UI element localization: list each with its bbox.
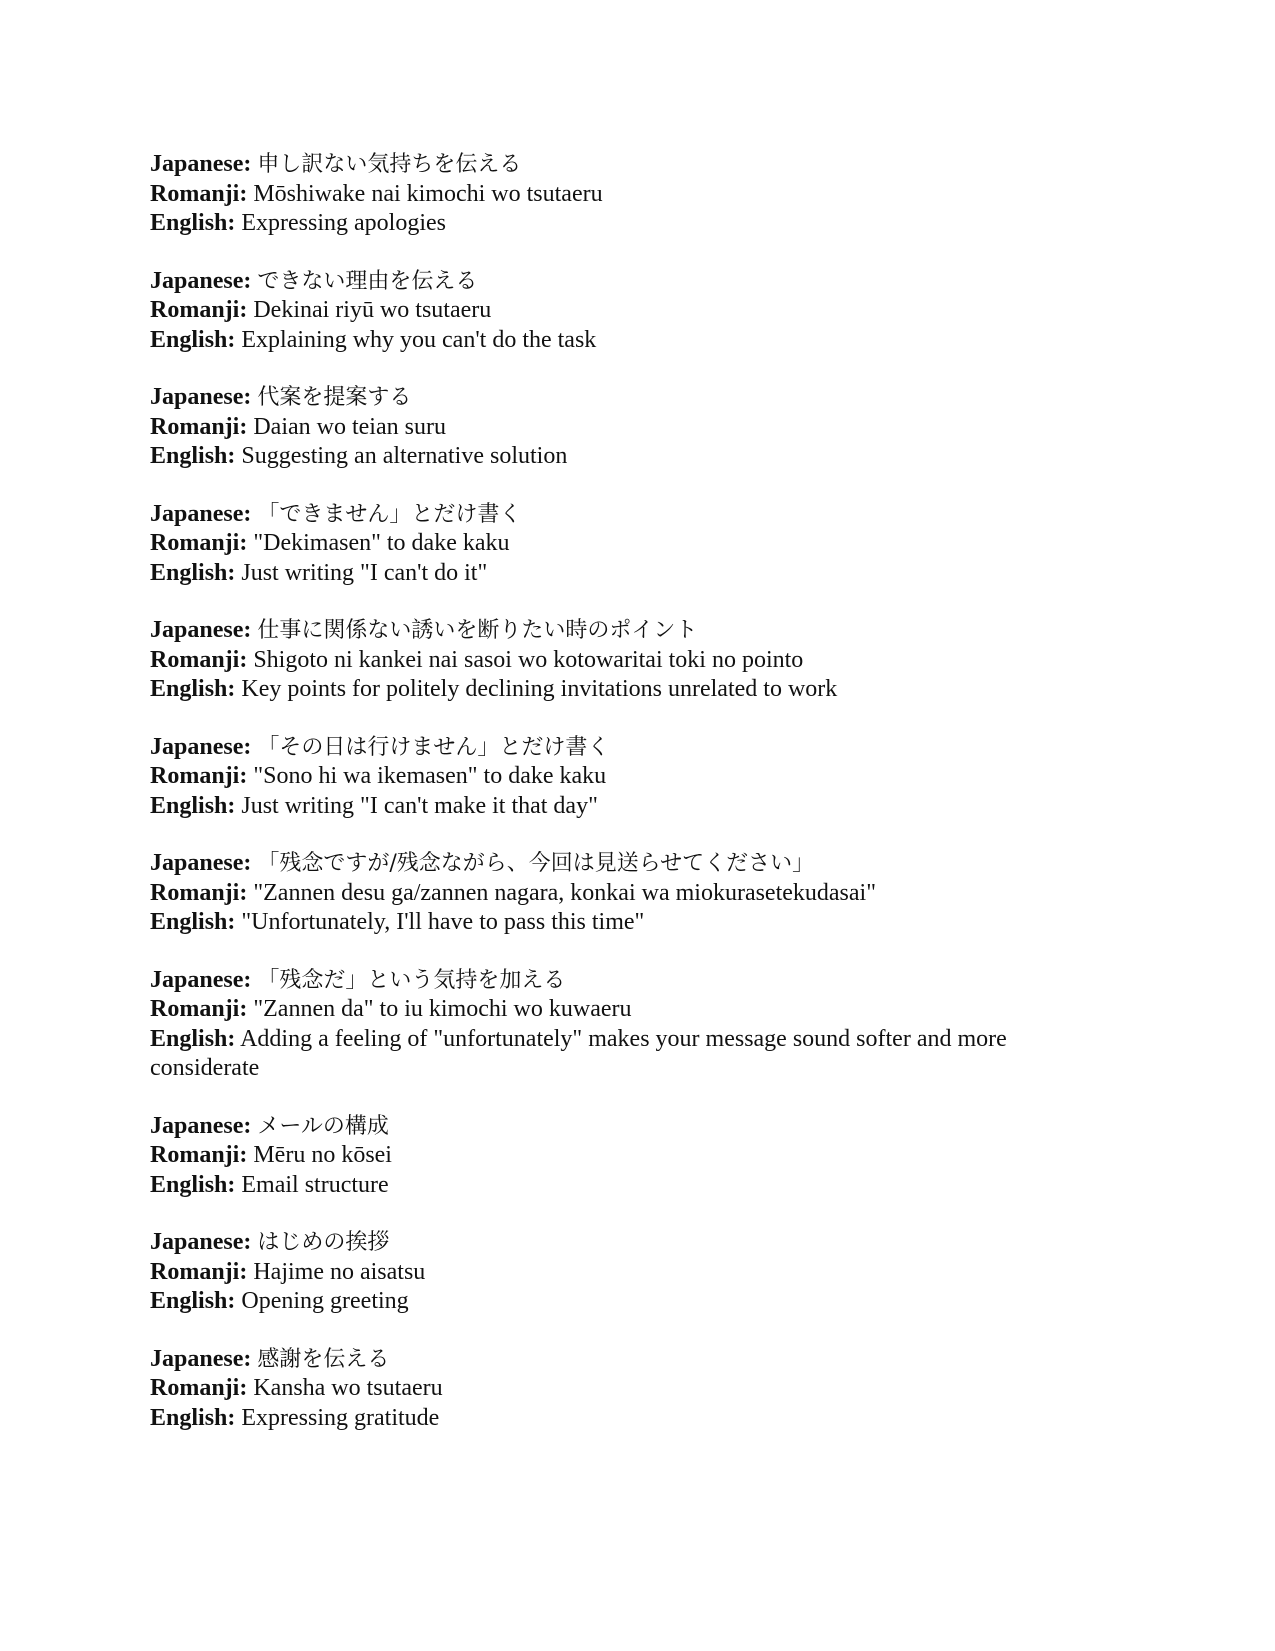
english-line bbox=[150, 559, 1070, 589]
vocab-entry bbox=[150, 849, 1070, 938]
romanji-text: Kansha wo tsutaeru bbox=[253, 1375, 443, 1401]
english-label: English: bbox=[150, 1288, 236, 1314]
romanji-line bbox=[150, 296, 1070, 326]
romanji-text: Dekinai riyū wo tsutaeru bbox=[253, 297, 492, 323]
romanji-line bbox=[150, 529, 1070, 559]
vocab-entry bbox=[150, 1112, 1070, 1201]
romanji-line bbox=[150, 646, 1070, 676]
romanji-label: Romanji: bbox=[150, 879, 248, 906]
romanji-text: "Sono hi wa ikemasen" to dake kaku bbox=[253, 763, 607, 789]
english-text: Opening greeting bbox=[241, 1288, 409, 1314]
japanese-line bbox=[150, 733, 1070, 763]
english-text: Key points for politely declining invitations unrelated to work bbox=[241, 676, 838, 702]
japanese-text: 「その日は行けません」とだけ書く bbox=[257, 734, 610, 760]
english-line bbox=[150, 1404, 1070, 1434]
japanese-text: 「残念だ」という気持を加える bbox=[257, 967, 566, 993]
romanji-label: Romanji: bbox=[150, 530, 248, 556]
japanese-text: 代案を提案する bbox=[257, 385, 412, 410]
vocab-entry bbox=[150, 733, 1070, 822]
english-text: "Unfortunately, I'll have to pass this time" bbox=[241, 909, 645, 935]
japanese-label: Japanese: bbox=[150, 1229, 252, 1255]
japanese-label: Japanese: bbox=[150, 500, 252, 527]
romanji-label: Romanji: bbox=[150, 996, 248, 1022]
english-text: Suggesting an alternative solution bbox=[241, 443, 568, 469]
romanji-line bbox=[150, 995, 1070, 1025]
japanese-label: Japanese: bbox=[150, 850, 252, 876]
english-line bbox=[150, 908, 1070, 938]
english-label: English: bbox=[150, 1171, 236, 1198]
japanese-text: 感謝を伝える bbox=[257, 1346, 390, 1372]
romanji-label: Romanji: bbox=[150, 180, 248, 207]
english-text: Just writing "I can't make it that day" bbox=[241, 792, 598, 819]
romanji-label: Romanji: bbox=[150, 646, 248, 673]
romanji-line bbox=[150, 762, 1070, 792]
japanese-text: 仕事に関係ない誘いを断りたい時のポイント bbox=[257, 618, 698, 643]
english-line bbox=[150, 1171, 1070, 1201]
english-text: Expressing apologies bbox=[241, 210, 447, 236]
japanese-label: Japanese: bbox=[150, 151, 252, 177]
romanji-text: Shigoto ni kankei nai sasoi wo kotowaritai toki no pointo bbox=[253, 646, 804, 673]
vocab-entry bbox=[150, 1228, 1070, 1317]
japanese-label: Japanese: bbox=[150, 1112, 252, 1139]
english-label: English: bbox=[150, 792, 236, 819]
romanji-label: Romanji: bbox=[150, 1258, 248, 1285]
english-label: English: bbox=[150, 909, 236, 935]
english-label: English: bbox=[150, 1025, 236, 1052]
japanese-label: Japanese: bbox=[150, 1345, 252, 1372]
romanji-line bbox=[150, 413, 1070, 443]
romanji-label: Romanji: bbox=[150, 297, 248, 323]
english-line bbox=[150, 442, 1070, 472]
english-text: Email structure bbox=[241, 1171, 389, 1198]
english-text: Expressing gratitude bbox=[241, 1404, 440, 1431]
english-text: Just writing "I can't do it" bbox=[241, 559, 488, 586]
japanese-line bbox=[150, 383, 1070, 413]
japanese-line bbox=[150, 966, 1070, 996]
vocab-entry bbox=[150, 267, 1070, 356]
romanji-label: Romanji: bbox=[150, 763, 248, 789]
english-line bbox=[150, 1025, 1070, 1084]
japanese-label: Japanese: bbox=[150, 267, 252, 294]
japanese-line bbox=[150, 150, 1070, 180]
english-label: English: bbox=[150, 210, 236, 236]
romanji-text: "Dekimasen" to dake kaku bbox=[253, 530, 510, 556]
vocab-entry bbox=[150, 966, 1070, 1084]
english-text: Explaining why you can't do the task bbox=[241, 326, 597, 353]
english-line bbox=[150, 209, 1070, 239]
romanji-text: "Zannen da" to iu kimochi wo kuwaeru bbox=[253, 996, 632, 1022]
english-label: English: bbox=[150, 559, 236, 586]
japanese-line bbox=[150, 267, 1070, 297]
japanese-text: 「残念ですが/残念ながら、今回は見送らせてください」 bbox=[257, 851, 815, 876]
vocab-entry bbox=[150, 500, 1070, 589]
japanese-label: Japanese: bbox=[150, 384, 252, 410]
japanese-line bbox=[150, 849, 1070, 879]
japanese-line bbox=[150, 500, 1070, 530]
vocab-entry bbox=[150, 150, 1070, 239]
japanese-line bbox=[150, 1112, 1070, 1142]
english-line bbox=[150, 792, 1070, 822]
romanji-label: Romanji: bbox=[150, 1142, 248, 1168]
english-label: English: bbox=[150, 1404, 236, 1431]
romanji-label: Romanji: bbox=[150, 413, 248, 440]
romanji-line bbox=[150, 180, 1070, 210]
romanji-label: Romanji: bbox=[150, 1375, 248, 1401]
japanese-text: 申し訳ない気持ちを伝える bbox=[257, 152, 522, 177]
romanji-line bbox=[150, 1374, 1070, 1404]
japanese-line bbox=[150, 616, 1070, 646]
japanese-text: メールの構成 bbox=[257, 1113, 389, 1139]
romanji-line bbox=[150, 1258, 1070, 1288]
romanji-text: Mēru no kōsei bbox=[253, 1142, 392, 1168]
english-label: English: bbox=[150, 676, 236, 702]
japanese-text: できない理由を伝える bbox=[257, 268, 478, 294]
japanese-text: はじめの挨拶 bbox=[257, 1230, 390, 1255]
english-label: English: bbox=[150, 326, 236, 353]
japanese-text: 「できません」とだけ書く bbox=[257, 501, 522, 527]
japanese-label: Japanese: bbox=[150, 733, 252, 760]
vocab-entry bbox=[150, 383, 1070, 472]
romanji-text: "Zannen desu ga/zannen nagara, konkai wa miokurasetekudasai" bbox=[253, 879, 877, 906]
vocab-entry bbox=[150, 1345, 1070, 1434]
romanji-text: Daian wo teian suru bbox=[253, 413, 446, 440]
english-text: Adding a feeling of "unfortunately" makes your message sound softer and more considerate bbox=[150, 1025, 1007, 1081]
document-body bbox=[150, 150, 1070, 1461]
japanese-label: Japanese: bbox=[150, 966, 252, 993]
romanji-text: Mōshiwake nai kimochi wo tsutaeru bbox=[253, 180, 603, 207]
vocab-entry bbox=[150, 616, 1070, 705]
romanji-line bbox=[150, 1141, 1070, 1171]
english-label: English: bbox=[150, 443, 236, 469]
japanese-line bbox=[150, 1228, 1070, 1258]
japanese-line bbox=[150, 1345, 1070, 1375]
english-line bbox=[150, 675, 1070, 705]
english-line bbox=[150, 326, 1070, 356]
japanese-label: Japanese: bbox=[150, 617, 252, 643]
romanji-line bbox=[150, 879, 1070, 909]
romanji-text: Hajime no aisatsu bbox=[253, 1258, 426, 1285]
english-line bbox=[150, 1287, 1070, 1317]
